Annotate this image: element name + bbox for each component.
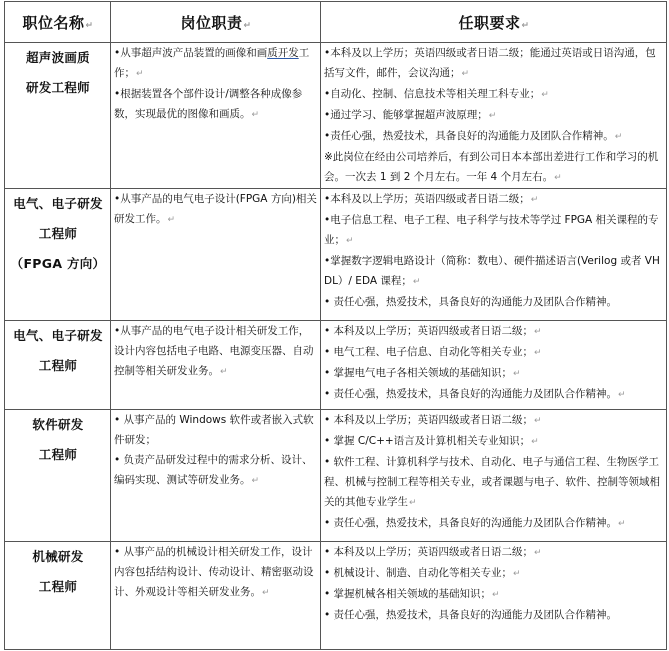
- job-title-cell: [5, 43, 111, 189]
- requirement-item: •电子信息工程、电子工程、电子科学与技术等学过 FPGA 相关课程的专业；↵: [324, 214, 659, 246]
- requirement-item: • 责任心强，热爱技术，具备良好的沟通能力及团队合作精神。: [324, 296, 618, 308]
- requirement-item: • 责任心强，热爱技术，具备良好的沟通能力及团队合作精神。: [324, 609, 618, 621]
- requirement-item: • 电气工程、电子信息、自动化等相关专业；↵: [324, 346, 542, 358]
- requirement-item: • 软件工程、计算机科学与技术、自动化、电子与通信工程、生物医学工程、机械与控制工程等相关专业，或者课题与电子、软件、控制等领域相关的其他专业学生↵: [324, 456, 660, 508]
- underlined-text: 质开发: [267, 47, 299, 59]
- header-job-title: 职位名称↵: [5, 2, 111, 43]
- header-duties: 岗位职责↵: [111, 2, 321, 43]
- job-title-line: 超声波画质: [25, 50, 90, 65]
- duty-item: •从事产品的电气电子设计相关研发工作，设计内容包括电子电路、电源变压器、自动控制等相关研发业务。↵: [114, 325, 314, 377]
- duty-item: • 从事产品的 Windows 软件或者嵌入式软件研发；: [114, 414, 314, 446]
- job-title-cell: [5, 189, 111, 321]
- requirement-item: • 本科及以上学历；英语四级或者日语二级；↵: [324, 414, 542, 426]
- job-requirements-table: [4, 1, 667, 650]
- requirement-item: •本科及以上学历；英语四级或者日语二级；↵: [324, 193, 539, 205]
- table-header-row: [5, 2, 667, 43]
- job-title-line: 电气、电子研发: [13, 196, 103, 211]
- table-row: [5, 43, 667, 189]
- requirement-item: •掌握数字逻辑电路设计（简称：数电）、硬件描述语言(Verilog 或者 VHDL）/ EDA 课程；↵: [324, 255, 660, 287]
- job-title-line: 机械研发: [32, 549, 84, 564]
- requirements-cell: [321, 189, 667, 321]
- job-title-line: （FPGA 方向）: [10, 256, 106, 271]
- requirement-item: • 掌握电气电子各相关领域的基础知识；↵: [324, 367, 521, 379]
- job-title-line: 工程师: [38, 358, 78, 373]
- job-title-line: 工程师: [38, 579, 78, 594]
- header-requirements: 任职要求↵: [321, 2, 667, 43]
- requirements-cell: [321, 542, 667, 650]
- duties-cell: [111, 321, 321, 410]
- requirement-item: • 责任心强，热爱技术，具备良好的沟通能力及团队合作精神。↵: [324, 388, 626, 400]
- job-title-line: 电气、电子研发: [13, 328, 103, 343]
- requirement-item: •责任心强，热爱技术，具备良好的沟通能力及团队合作精神。↵: [324, 130, 623, 142]
- requirements-cell: [321, 410, 667, 542]
- duty-item: • 负责产品研发过程中的需求分析、设计、编码实现、测试等研发业务。↵: [114, 454, 313, 486]
- requirement-item: •自动化、控制、信息技术等相关理工科专业；↵: [324, 88, 549, 100]
- job-title-cell: [5, 321, 111, 410]
- table-row: [5, 189, 667, 321]
- job-title-line: 工程师: [38, 226, 78, 241]
- job-title-line: 研发工程师: [25, 80, 90, 95]
- duties-cell: [111, 410, 321, 542]
- table-row: [5, 321, 667, 410]
- table-row: [5, 410, 667, 542]
- duty-item: •根据装置各个部件设计/调整各种成像参数，实现最优的图像和画质。↵: [114, 88, 303, 120]
- duties-cell: [111, 189, 321, 321]
- requirement-item: • 掌握机械各相关领域的基础知识；↵: [324, 588, 500, 600]
- requirements-cell: [321, 43, 667, 189]
- requirement-item: •本科及以上学历；英语四级或者日语二级；能通过英语或日语沟通，包括写文件，邮件，会议沟通；↵: [324, 47, 656, 79]
- duty-item: • 从事产品的机械设计相关研发工作，设计内容包括结构设计、传动设计、精密驱动设计、外观设计等相关研发业务。↵: [114, 546, 314, 598]
- job-title-line: 工程师: [38, 447, 78, 462]
- requirement-item: • 机械设计、制造、自动化等相关专业；↵: [324, 567, 521, 579]
- requirement-note: ※此岗位在经由公司培养后，有到公司日本本部出差进行工作和学习的机会。一次去 1 到 2 个月左右。一年 4 个月左右。↵: [324, 151, 659, 183]
- requirement-item: • 本科及以上学历；英语四级或者日语二级；↵: [324, 325, 542, 337]
- requirement-item: •通过学习、能够掌握超声波原理；↵: [324, 109, 497, 121]
- job-title-cell: [5, 410, 111, 542]
- requirement-item: • 掌握 C/C++语言及计算机相关专业知识；↵: [324, 435, 539, 447]
- requirement-item: • 本科及以上学历；英语四级或者日语二级；↵: [324, 546, 542, 558]
- duty-item: •从事超声波产品装置的画像和画质开发工作；↵: [114, 47, 310, 79]
- requirements-cell: [321, 321, 667, 410]
- requirement-item: • 责任心强，热爱技术，具备良好的沟通能力及团队合作精神。↵: [324, 517, 626, 529]
- job-title-line: 软件研发: [32, 417, 84, 432]
- duties-cell: [111, 542, 321, 650]
- duties-cell: [111, 43, 321, 189]
- job-title-cell: [5, 542, 111, 650]
- duty-item: •从事产品的电气电子设计(FPGA 方向)相关研发工作。↵: [114, 193, 317, 225]
- table-row: [5, 542, 667, 650]
